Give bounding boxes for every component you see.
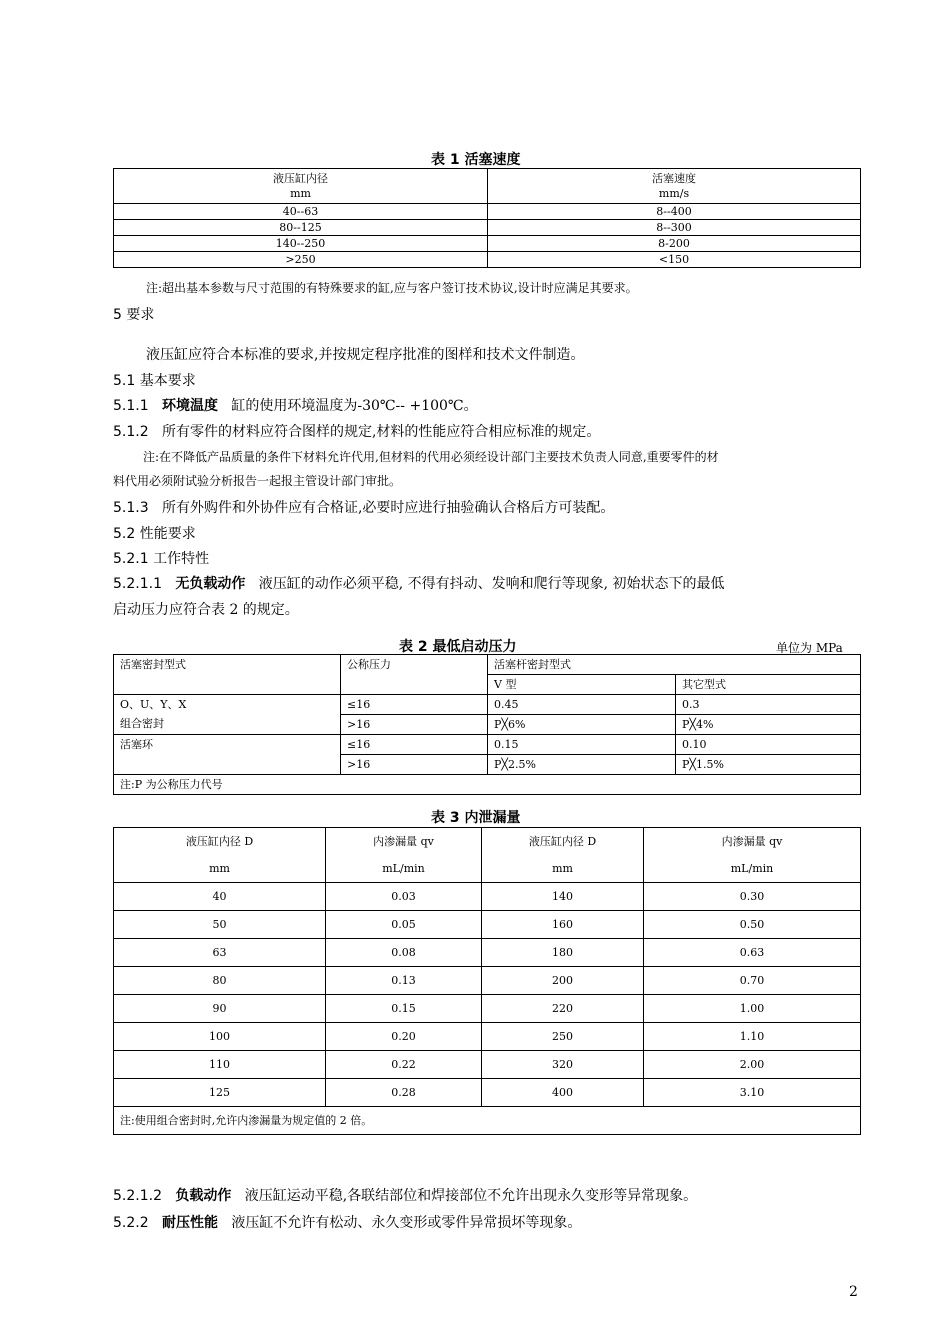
table-cell: 110 bbox=[114, 1051, 326, 1079]
section-5-2-1-heading: 5.2.1 工作特性 bbox=[113, 551, 210, 567]
table3-header-diameter-2 bbox=[482, 828, 644, 883]
header-unit: mL/min bbox=[730, 862, 774, 875]
table-row bbox=[114, 1023, 861, 1051]
table-cell: 80--125 bbox=[114, 220, 488, 236]
table-row bbox=[114, 1079, 861, 1107]
section-5-1-2-note-line2: 料代用必须附试验分析报告一起报主管设计部门审批。 bbox=[113, 474, 402, 488]
table-cell: 1.10 bbox=[644, 1023, 861, 1051]
table-cell: P╳2.5% bbox=[488, 755, 676, 775]
table3-note: 注:使用组合密封时,允许内渗漏量为规定值的 2 倍。 bbox=[114, 1107, 861, 1135]
section-5-2-2 bbox=[113, 1212, 581, 1232]
section-5-intro: 液压缸应符合本标准的要求,并按规定程序批准的图样和技术文件制造。 bbox=[146, 347, 585, 363]
table3-header-row bbox=[114, 828, 861, 883]
table-cell: 2.00 bbox=[644, 1051, 861, 1079]
section-5-1-1 bbox=[113, 395, 478, 415]
table-cell: 0.50 bbox=[644, 911, 861, 939]
table2-caption: 表 2 最低启动压力 bbox=[399, 639, 517, 655]
table-cell: 8-200 bbox=[488, 236, 861, 252]
table-cell: 63 bbox=[114, 939, 326, 967]
table-cell: <150 bbox=[488, 252, 861, 268]
table2-unit: 单位为 MPa bbox=[776, 641, 843, 655]
table-cell: 0.08 bbox=[326, 939, 482, 967]
table-cell: 0.22 bbox=[326, 1051, 482, 1079]
header-unit: mm bbox=[209, 862, 230, 875]
table-cell: 0.45 bbox=[488, 695, 676, 715]
table-cell: P╳4% bbox=[676, 715, 861, 735]
table-row bbox=[114, 911, 861, 939]
table-row bbox=[114, 967, 861, 995]
table-cell: P╳1.5% bbox=[676, 755, 861, 775]
table-row bbox=[114, 939, 861, 967]
table-cell: 0.05 bbox=[326, 911, 482, 939]
table3-header-leakage bbox=[326, 828, 482, 883]
table-cell: ≤16 bbox=[341, 695, 488, 715]
table-cell: 8--400 bbox=[488, 204, 861, 220]
table-cell: P╳6% bbox=[488, 715, 676, 735]
table-cell: 0.30 bbox=[644, 883, 861, 911]
table-row bbox=[114, 252, 861, 268]
table-cell: >250 bbox=[114, 252, 488, 268]
section-5-1-2-note-line1: 注:在不降低产品质量的条件下材料允许代用,但材料的代用必须经设计部门主要技术负责人同意,重要零件的材 bbox=[143, 450, 719, 464]
table3-header-leakage-2 bbox=[644, 828, 861, 883]
table-cell: 160 bbox=[482, 911, 644, 939]
table-cell: 0.20 bbox=[326, 1023, 482, 1051]
table-cell: 40--63 bbox=[114, 204, 488, 220]
header-text: 液压缸内径 bbox=[273, 172, 328, 185]
section-5-2-1-2 bbox=[113, 1185, 697, 1205]
table1-header-speed bbox=[488, 169, 861, 204]
header-text: 内渗漏量 qv bbox=[721, 835, 783, 848]
table-cell: 140--250 bbox=[114, 236, 488, 252]
table-cell: 0.13 bbox=[326, 967, 482, 995]
table-cell: 320 bbox=[482, 1051, 644, 1079]
table-cell: 0.03 bbox=[326, 883, 482, 911]
clause-number: 5.1.1 bbox=[113, 398, 149, 414]
table-row bbox=[114, 1051, 861, 1079]
table-cell: 0.70 bbox=[644, 967, 861, 995]
clause-number: 5.2.1.1 bbox=[113, 576, 162, 592]
header-unit: mm bbox=[552, 862, 573, 875]
table-cell: 0.28 bbox=[326, 1079, 482, 1107]
table2-header-other: 其它型式 bbox=[676, 675, 861, 695]
table-cell: ≤16 bbox=[341, 735, 488, 755]
group-label: 组合密封 bbox=[120, 717, 164, 730]
table1-caption: 表 1 活塞速度 bbox=[431, 152, 521, 168]
table-cell: 3.10 bbox=[644, 1079, 861, 1107]
clause-number: 5.2.2 bbox=[113, 1215, 149, 1231]
clause-text: 液压缸不允许有松动、永久变形或零件异常损坏等现象。 bbox=[231, 1215, 582, 1231]
table-cell: 0.15 bbox=[326, 995, 482, 1023]
table2-header-pressure: 公称压力 bbox=[341, 655, 488, 695]
section-5-1-heading: 5.1 基本要求 bbox=[113, 373, 196, 389]
table1-header-diameter bbox=[114, 169, 488, 204]
table-cell: >16 bbox=[341, 715, 488, 735]
clause-text: 液压缸运动平稳,各联结部位和焊接部位不允许出现永久变形等异常现象。 bbox=[244, 1188, 698, 1204]
table-cell: 0.3 bbox=[676, 695, 861, 715]
table-cell: 220 bbox=[482, 995, 644, 1023]
table-row bbox=[114, 236, 861, 252]
clause-number: 5.2.1.2 bbox=[113, 1188, 162, 1204]
header-unit: mm/s bbox=[658, 187, 690, 200]
table-row bbox=[114, 883, 861, 911]
table3-header-diameter bbox=[114, 828, 326, 883]
table2-note: 注:P 为公称压力代号 bbox=[114, 775, 861, 795]
clause-title: 耐压性能 bbox=[161, 1215, 218, 1231]
header-unit: mL/min bbox=[382, 862, 425, 875]
table-row bbox=[114, 995, 861, 1023]
page-number: 2 bbox=[849, 1284, 858, 1300]
table1-note: 注:超出基本参数与尺寸范围的有特殊要求的缸,应与客户签订技术协议,设计时应满足其要求。 bbox=[146, 281, 638, 295]
table-row bbox=[114, 695, 861, 715]
table-cell: 0.10 bbox=[676, 735, 861, 755]
table-cell: 1.00 bbox=[644, 995, 861, 1023]
table-cell: 80 bbox=[114, 967, 326, 995]
table1-header-row bbox=[114, 169, 861, 204]
clause-text: 缸的使用环境温度为-30℃-- +100℃。 bbox=[231, 398, 478, 414]
section-5-1-3 bbox=[113, 497, 614, 517]
clause-text: 所有外购件和外协件应有合格证,必要时应进行抽验确认合格后方可装配。 bbox=[161, 500, 615, 516]
table2-header-rod-seal: 活塞杆密封型式 bbox=[488, 655, 861, 675]
clause-text: 所有零件的材料应符合图样的规定,材料的性能应符合相应标准的规定。 bbox=[161, 424, 601, 440]
table-cell: 180 bbox=[482, 939, 644, 967]
table-cell: 8--300 bbox=[488, 220, 861, 236]
table-cell: 90 bbox=[114, 995, 326, 1023]
header-text: 内渗漏量 qv bbox=[373, 835, 434, 848]
section-5-1-2 bbox=[113, 421, 600, 441]
table-row bbox=[114, 220, 861, 236]
table3-caption: 表 3 内泄漏量 bbox=[431, 810, 521, 826]
table1 bbox=[113, 168, 861, 268]
header-text: 活塞速度 bbox=[652, 172, 696, 185]
table-cell: 100 bbox=[114, 1023, 326, 1051]
table3 bbox=[113, 827, 861, 1135]
table-cell: 200 bbox=[482, 967, 644, 995]
section-5-heading: 5 要求 bbox=[113, 307, 155, 323]
table-row bbox=[114, 735, 861, 755]
table-cell: 50 bbox=[114, 911, 326, 939]
table2-group1 bbox=[114, 695, 341, 735]
table2-group2: 活塞环 bbox=[114, 735, 341, 775]
header-text: 液压缸内径 D bbox=[185, 835, 254, 848]
clause-text: 液压缸的动作必须平稳, 不得有抖动、发响和爬行等现象, 初始状态下的最低 bbox=[258, 576, 725, 592]
table-cell: 400 bbox=[482, 1079, 644, 1107]
clause-title: 环境温度 bbox=[161, 398, 218, 414]
table-cell: 250 bbox=[482, 1023, 644, 1051]
table2-header-row1 bbox=[114, 655, 861, 675]
section-5-2-1-1 bbox=[113, 573, 725, 593]
table2-header-v: V 型 bbox=[488, 675, 676, 695]
table-cell: 40 bbox=[114, 883, 326, 911]
table-cell: 140 bbox=[482, 883, 644, 911]
table-cell: 0.63 bbox=[644, 939, 861, 967]
header-unit: mm bbox=[290, 187, 311, 200]
header-text: 液压缸内径 D bbox=[528, 835, 597, 848]
clause-title: 无负载动作 bbox=[175, 576, 246, 592]
table-cell: >16 bbox=[341, 755, 488, 775]
table-cell: 0.15 bbox=[488, 735, 676, 755]
table2 bbox=[113, 654, 861, 795]
table2-note-row bbox=[114, 775, 861, 795]
table-row bbox=[114, 204, 861, 220]
clause-number: 5.1.2 bbox=[113, 424, 149, 440]
clause-title: 负载动作 bbox=[175, 1188, 232, 1204]
table2-header-seal: 活塞密封型式 bbox=[114, 655, 341, 695]
table3-note-row bbox=[114, 1107, 861, 1135]
section-5-2-heading: 5.2 性能要求 bbox=[113, 526, 196, 542]
table-cell: 125 bbox=[114, 1079, 326, 1107]
section-5-2-1-1-line2: 启动压力应符合表 2 的规定。 bbox=[113, 602, 299, 618]
clause-number: 5.1.3 bbox=[113, 500, 149, 516]
group-label: O、U、Y、X bbox=[120, 698, 187, 711]
